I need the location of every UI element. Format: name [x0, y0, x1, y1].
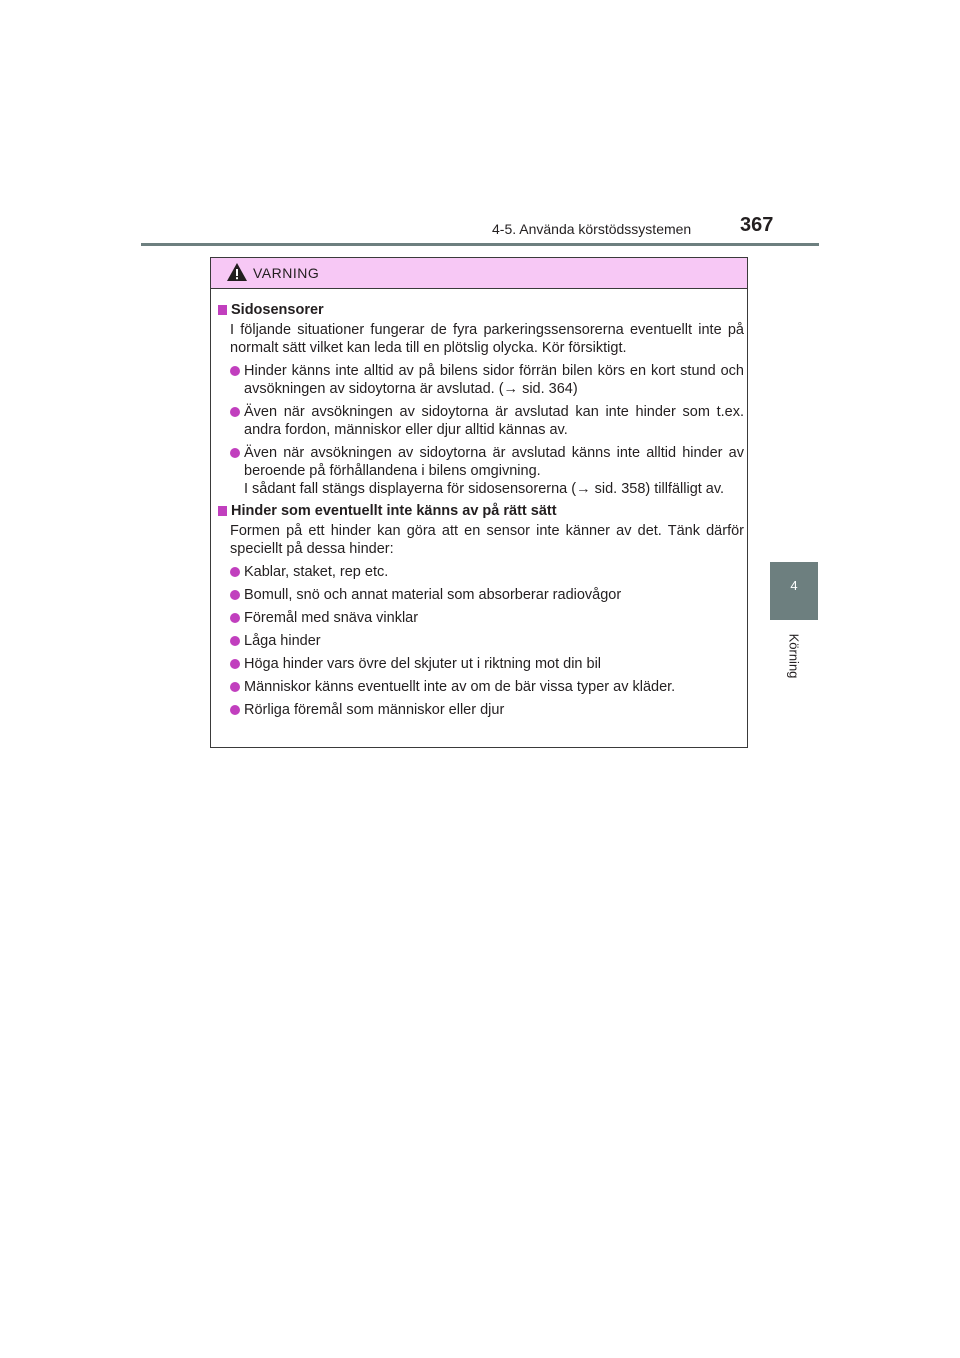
list-item-text: Hinder känns inte alltid av på bilens sidor förrän bilen körs en kort stund och avsökningen av sidoytorna är avslutad. (→ sid. 364) — [244, 363, 744, 397]
list-item-text: Bomull, snö och annat material som absorberar radiovågor — [244, 587, 622, 603]
warning-box — [210, 257, 748, 748]
list-item-text: Även när avsökningen av sidoytorna är avslutad kan inte hinder som t.ex. andra fordon, människor eller djur alltid kännas av. — [244, 404, 744, 438]
list-item — [218, 678, 744, 696]
chapter-tab-label: Körning — [786, 633, 802, 679]
bullet-dot-icon — [230, 448, 240, 458]
bullet-dot-icon — [230, 659, 240, 669]
list-item-text: Höga hinder vars övre del skjuter ut i riktning mot din bil — [244, 656, 602, 672]
section-heading — [218, 301, 744, 319]
bullet-dot-icon — [230, 613, 240, 623]
warning-title: VARNING — [253, 265, 320, 281]
page-number: 367 — [740, 214, 774, 236]
section-square-icon — [218, 305, 227, 315]
bullet-dot-icon — [230, 366, 240, 376]
bullet-dot-icon — [230, 705, 240, 715]
chapter-tab[interactable] — [770, 562, 818, 620]
list-item — [218, 563, 744, 581]
section-heading-text: Hinder som eventuellt inte känns av på rätt sätt — [231, 503, 557, 519]
list-item — [218, 586, 744, 604]
list-item — [218, 609, 744, 627]
bullet-dot-icon — [230, 567, 240, 577]
header-section-title: 4-5. Använda körstödssystemen — [492, 221, 692, 237]
warning-content — [218, 301, 744, 719]
list-item — [218, 701, 744, 719]
list-item — [218, 444, 744, 480]
warning-header — [211, 258, 747, 289]
list-item-text: Föremål med snäva vinklar — [244, 610, 419, 626]
section-square-icon — [218, 506, 227, 516]
bullet-dot-icon — [230, 636, 240, 646]
warning-triangle-icon — [226, 262, 248, 282]
section-intro: Formen på ett hinder kan göra att en sensor inte känner av det. Tänk därför speciellt på dessa hinder: — [230, 523, 744, 557]
list-item — [218, 403, 744, 439]
list-item — [218, 362, 744, 398]
list-item-continuation: I sådant fall stängs displayerna för sidosensorerna (→ sid. 358) tillfälligt av. — [244, 481, 725, 497]
list-item — [218, 632, 744, 650]
section-heading-text: Sidosensorer — [231, 302, 324, 318]
chapter-tab-number: 4 — [790, 578, 798, 593]
list-item — [218, 655, 744, 673]
bullet-dot-icon — [230, 407, 240, 417]
list-item-text: Kablar, staket, rep etc. — [244, 564, 389, 580]
list-item-text: Rörliga föremål som människor eller djur — [244, 702, 505, 718]
list-item-text: Även när avsökningen av sidoytorna är avslutad känns inte alltid hinder av beroende på förhållandena i bilens omgivning. — [244, 445, 744, 479]
section-heading — [218, 502, 744, 520]
header-rule — [141, 243, 819, 246]
bullet-dot-icon — [230, 590, 240, 600]
bullet-dot-icon — [230, 682, 240, 692]
section-intro: I följande situationer fungerar de fyra parkeringssensorerna eventuellt inte på normalt sätt vilket kan leda till en plötslig olycka. Kör försiktigt. — [230, 322, 744, 356]
list-item-text: Låga hinder — [244, 633, 321, 649]
list-item-text: Människor känns eventuellt inte av om de bär vissa typer av kläder. — [244, 679, 676, 695]
